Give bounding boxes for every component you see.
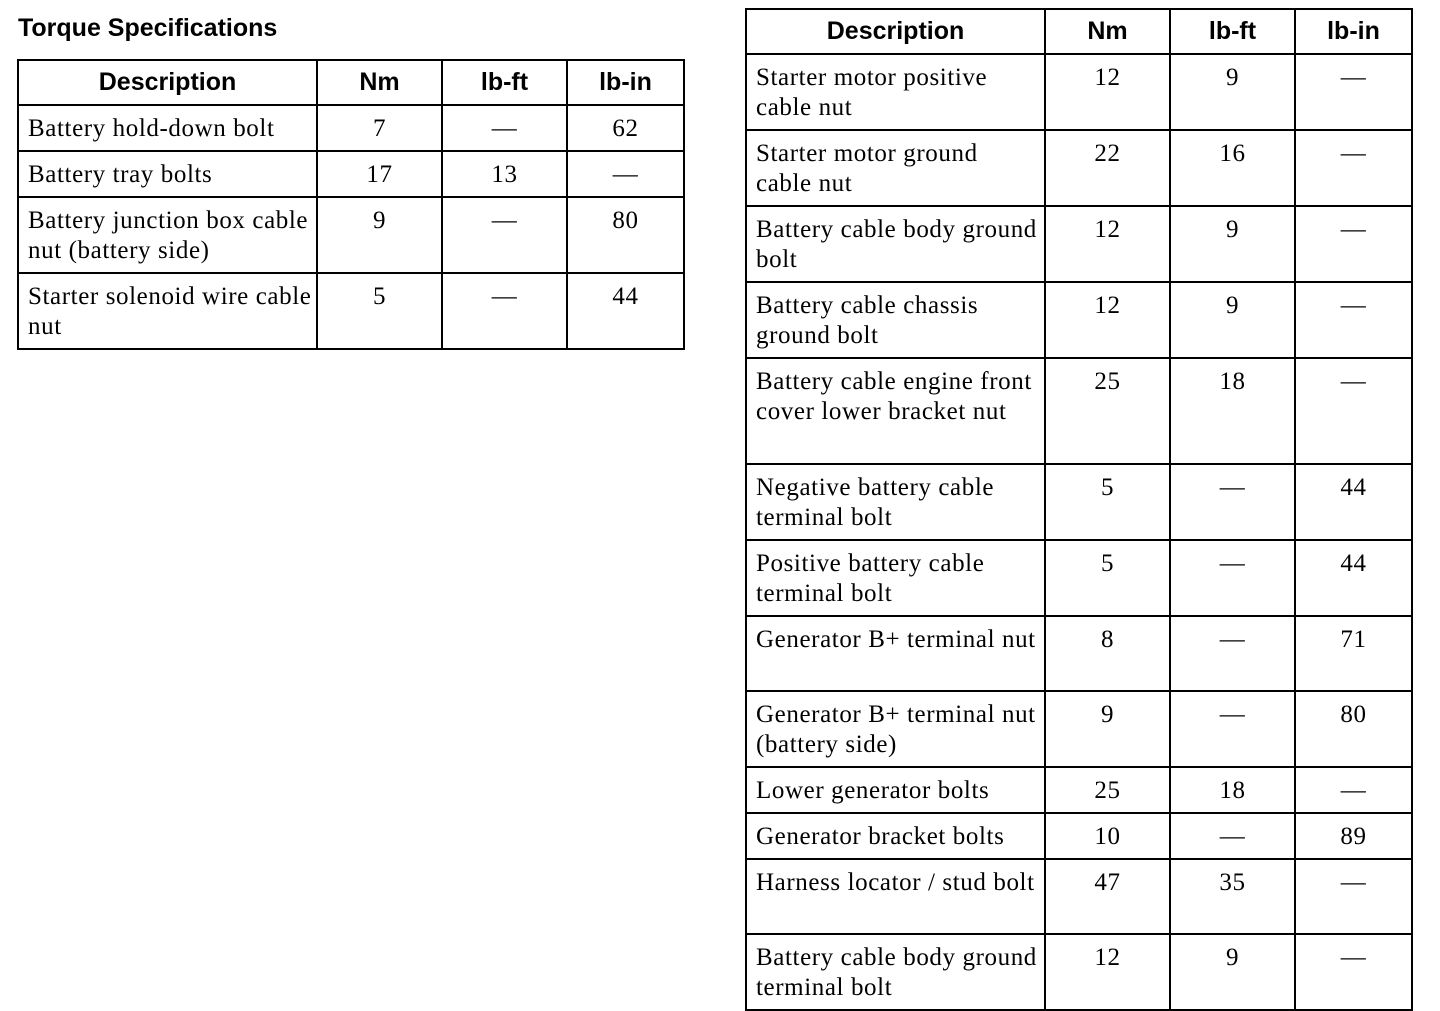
cell-lbft: 35 xyxy=(1170,859,1295,934)
table-row xyxy=(746,358,1412,464)
cell-nm: 10 xyxy=(1045,813,1170,859)
column-header-description: Description xyxy=(18,60,317,105)
cell-lbft: — xyxy=(1170,691,1295,767)
cell-description: Battery tray bolts xyxy=(18,151,317,197)
cell-lbin: 44 xyxy=(567,273,684,349)
cell-description: Battery cable engine front cover lower bracket nut xyxy=(746,358,1045,464)
cell-lbin: — xyxy=(1295,54,1412,130)
cell-lbin: — xyxy=(1295,859,1412,934)
cell-description: Generator B+ terminal nut xyxy=(746,616,1045,691)
cell-lbft: 9 xyxy=(1170,282,1295,358)
cell-nm: 12 xyxy=(1045,934,1170,1010)
cell-lbin: 80 xyxy=(567,197,684,273)
cell-lbft: 18 xyxy=(1170,767,1295,813)
cell-lbin: 71 xyxy=(1295,616,1412,691)
table-row xyxy=(18,273,684,349)
column-header-description: Description xyxy=(746,9,1045,54)
cell-nm: 8 xyxy=(1045,616,1170,691)
cell-lbin: 62 xyxy=(567,105,684,151)
cell-nm: 7 xyxy=(317,105,442,151)
cell-lbft: 16 xyxy=(1170,130,1295,206)
table-row xyxy=(18,151,684,197)
cell-lbft: 9 xyxy=(1170,934,1295,1010)
table-row xyxy=(18,197,684,273)
cell-nm: 5 xyxy=(317,273,442,349)
table-header xyxy=(18,60,684,105)
cell-description: Battery junction box cable nut (battery side) xyxy=(18,197,317,273)
cell-lbin: 80 xyxy=(1295,691,1412,767)
cell-lbin: 89 xyxy=(1295,813,1412,859)
cell-nm: 9 xyxy=(317,197,442,273)
cell-nm: 22 xyxy=(1045,130,1170,206)
table-row xyxy=(746,282,1412,358)
cell-description: Harness locator / stud bolt xyxy=(746,859,1045,934)
table-header xyxy=(746,9,1412,54)
table-row xyxy=(746,206,1412,282)
cell-description: Battery cable chassis ground bolt xyxy=(746,282,1045,358)
cell-lbin: — xyxy=(1295,206,1412,282)
table-row xyxy=(746,540,1412,616)
torque-table-left xyxy=(17,59,685,350)
cell-nm: 12 xyxy=(1045,54,1170,130)
cell-nm: 25 xyxy=(1045,358,1170,464)
cell-lbft: — xyxy=(442,105,567,151)
column-header-nm: Nm xyxy=(317,60,442,105)
cell-lbft: — xyxy=(1170,616,1295,691)
cell-lbft: 18 xyxy=(1170,358,1295,464)
cell-nm: 12 xyxy=(1045,206,1170,282)
cell-lbin: — xyxy=(1295,767,1412,813)
column-header-lbft: lb-ft xyxy=(442,60,567,105)
cell-description: Starter motor ground cable nut xyxy=(746,130,1045,206)
cell-description: Negative battery cable terminal bolt xyxy=(746,464,1045,540)
torque-table-right xyxy=(745,8,1413,1011)
header-row xyxy=(746,9,1412,54)
cell-description: Starter solenoid wire cable nut xyxy=(18,273,317,349)
cell-nm: 5 xyxy=(1045,540,1170,616)
cell-lbin: 44 xyxy=(1295,464,1412,540)
cell-description: Generator B+ terminal nut (battery side) xyxy=(746,691,1045,767)
cell-description: Starter motor positive cable nut xyxy=(746,54,1045,130)
cell-lbft: — xyxy=(442,197,567,273)
cell-description: Positive battery cable terminal bolt xyxy=(746,540,1045,616)
cell-lbft: — xyxy=(1170,464,1295,540)
cell-lbft: — xyxy=(442,273,567,349)
cell-lbft: 9 xyxy=(1170,206,1295,282)
cell-lbft: 9 xyxy=(1170,54,1295,130)
table-row xyxy=(746,859,1412,934)
table-row xyxy=(746,934,1412,1010)
cell-nm: 17 xyxy=(317,151,442,197)
cell-nm: 5 xyxy=(1045,464,1170,540)
table-row xyxy=(746,813,1412,859)
cell-nm: 12 xyxy=(1045,282,1170,358)
cell-lbin: — xyxy=(1295,934,1412,1010)
column-header-lbft: lb-ft xyxy=(1170,9,1295,54)
cell-description: Lower generator bolts xyxy=(746,767,1045,813)
table-body xyxy=(746,54,1412,1010)
table-row xyxy=(746,130,1412,206)
table-row xyxy=(746,767,1412,813)
table-row xyxy=(746,54,1412,130)
cell-lbin: 44 xyxy=(1295,540,1412,616)
cell-lbin: — xyxy=(1295,358,1412,464)
cell-description: Battery hold-down bolt xyxy=(18,105,317,151)
cell-description: Battery cable body ground bolt xyxy=(746,206,1045,282)
table-row xyxy=(746,464,1412,540)
cell-nm: 9 xyxy=(1045,691,1170,767)
table-body xyxy=(18,105,684,349)
column-header-nm: Nm xyxy=(1045,9,1170,54)
table-row xyxy=(746,691,1412,767)
cell-lbft: — xyxy=(1170,540,1295,616)
table-row xyxy=(18,105,684,151)
page-title: Torque Specifications xyxy=(18,14,278,42)
table-row xyxy=(746,616,1412,691)
header-row xyxy=(18,60,684,105)
cell-lbin: — xyxy=(1295,130,1412,206)
cell-description: Generator bracket bolts xyxy=(746,813,1045,859)
cell-lbin: — xyxy=(1295,282,1412,358)
cell-nm: 47 xyxy=(1045,859,1170,934)
cell-lbin: — xyxy=(567,151,684,197)
column-header-lbin: lb-in xyxy=(1295,9,1412,54)
column-header-lbin: lb-in xyxy=(567,60,684,105)
cell-lbft: 13 xyxy=(442,151,567,197)
cell-lbft: — xyxy=(1170,813,1295,859)
cell-description: Battery cable body ground terminal bolt xyxy=(746,934,1045,1010)
cell-nm: 25 xyxy=(1045,767,1170,813)
